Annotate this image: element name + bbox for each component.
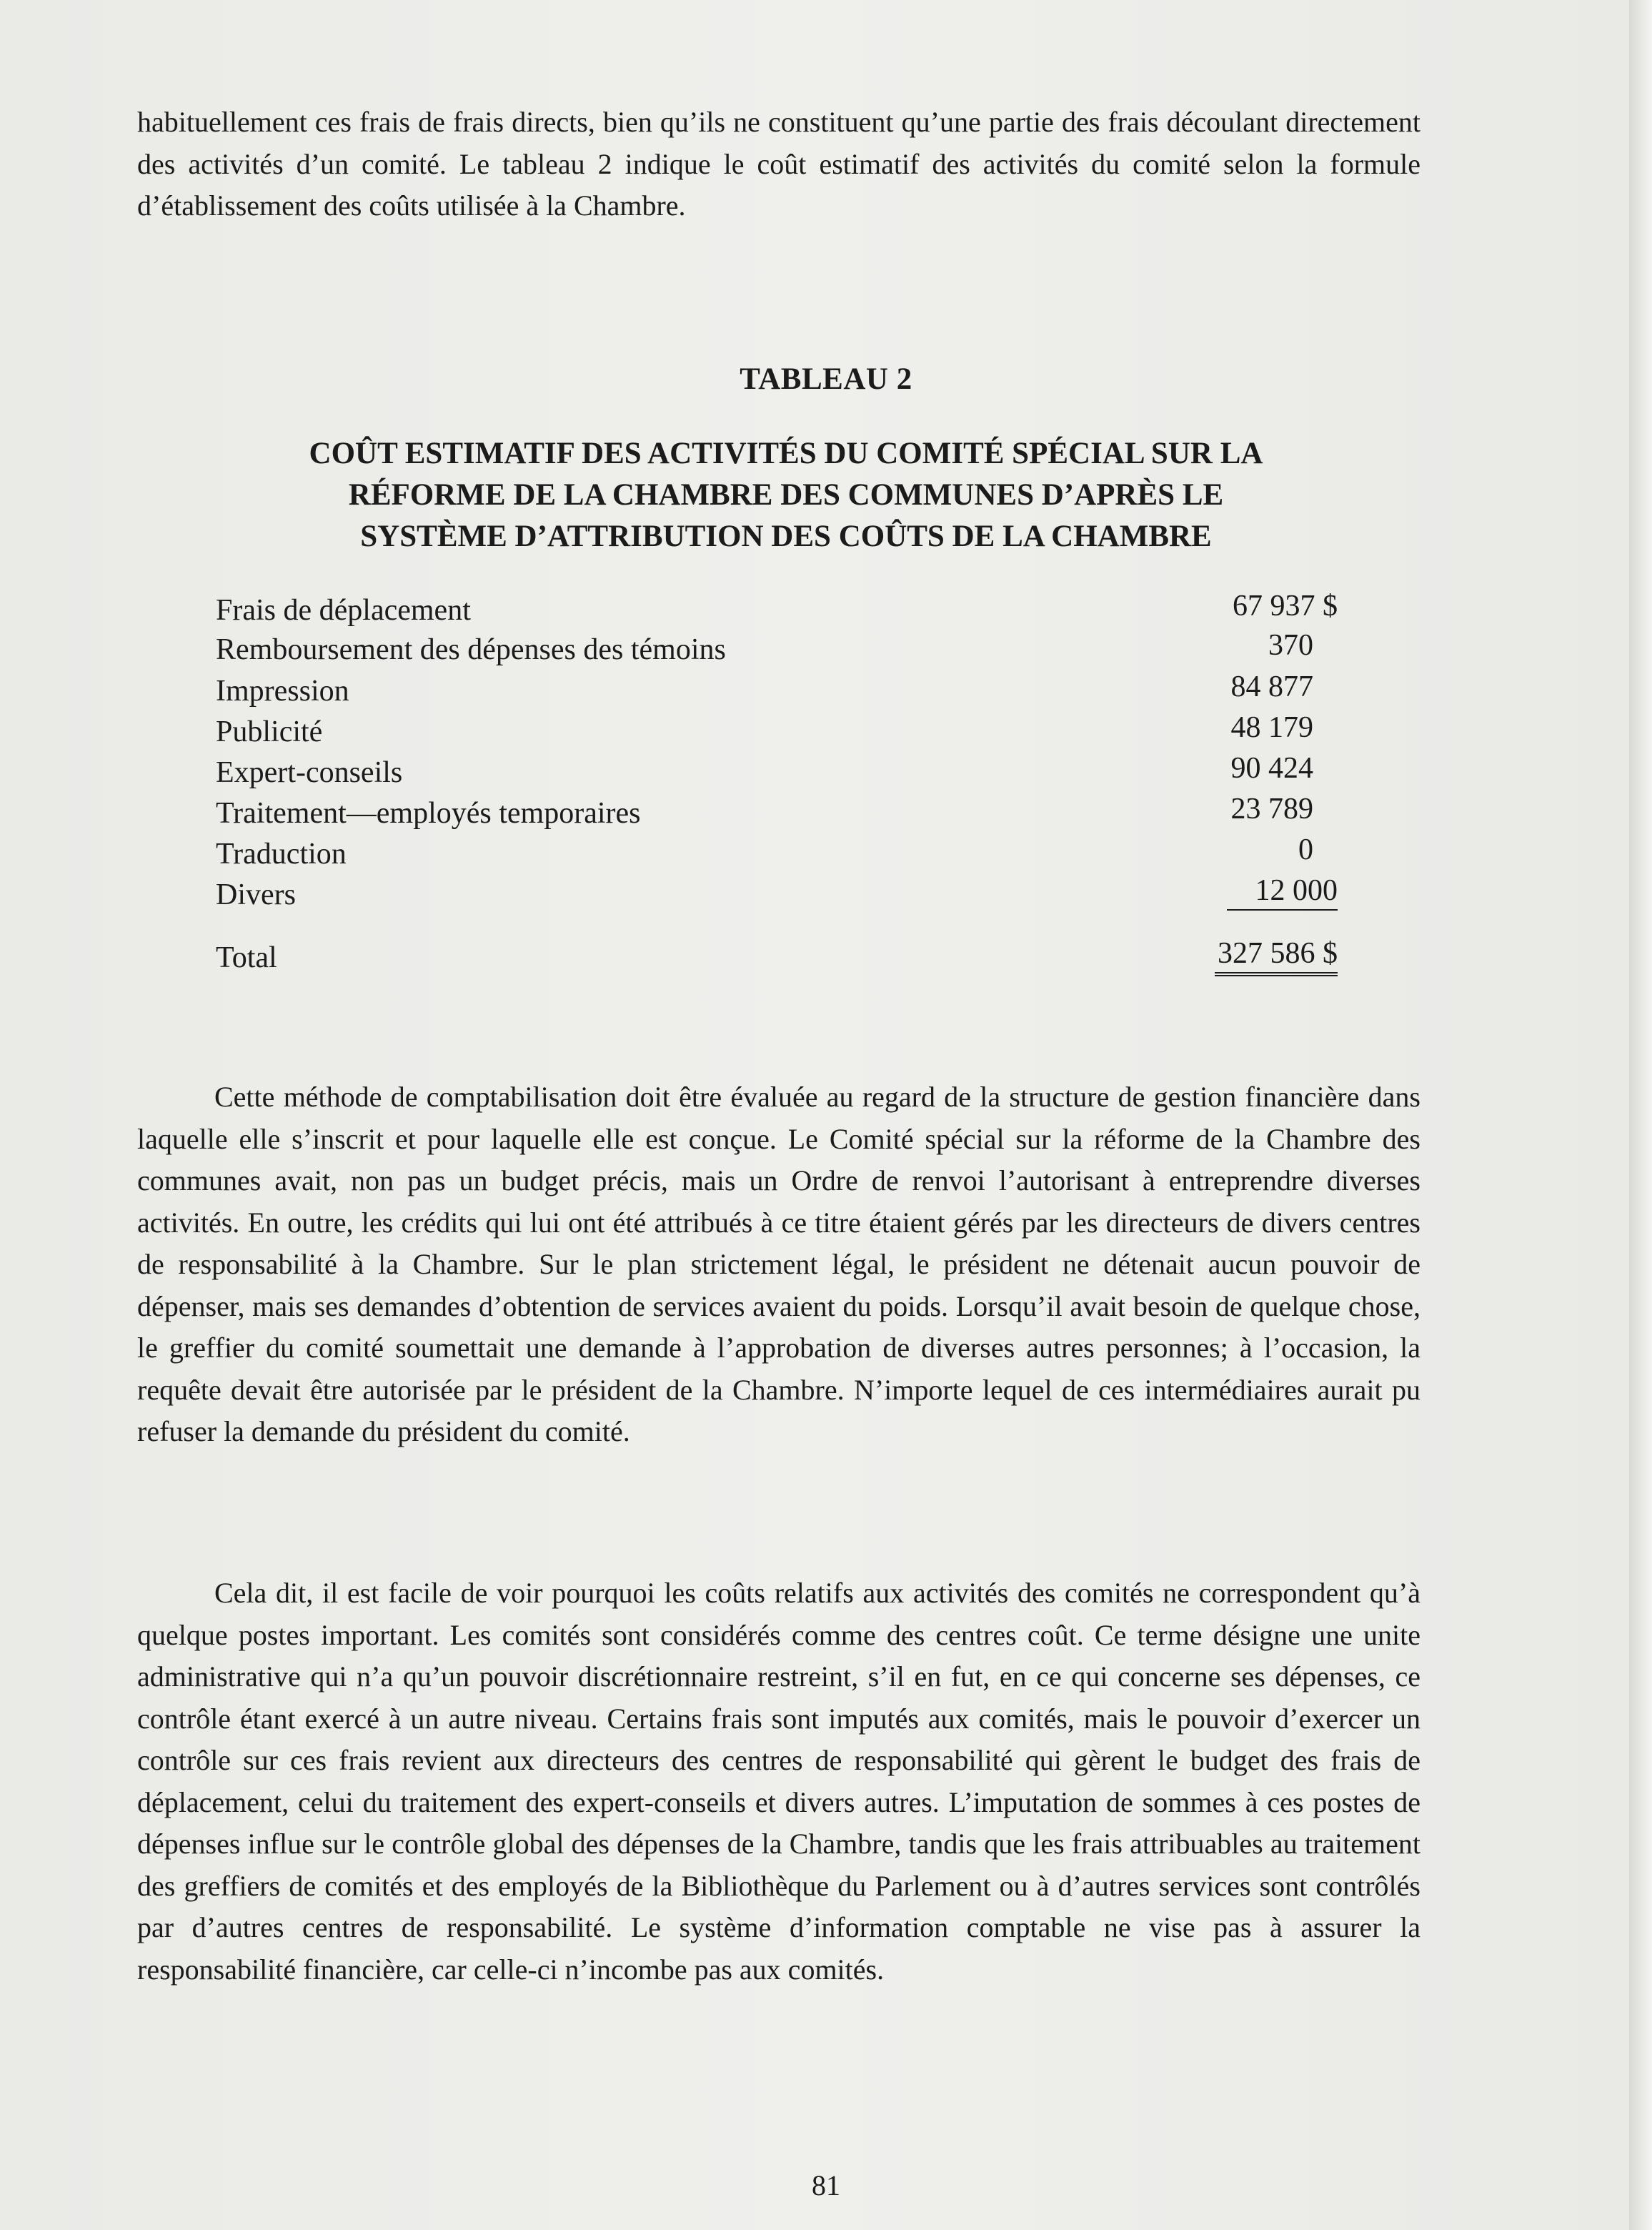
cost-row-amount: 23 789 [1230, 793, 1313, 826]
cost-row-amount: 84 877 [1230, 670, 1313, 703]
total-label: Total [216, 941, 277, 974]
cost-row-printing [216, 668, 1338, 710]
table-label: TABLEAU 2 [740, 362, 912, 396]
cost-row-label: Publicité [216, 715, 323, 748]
cost-row-label: Expert-conseils [216, 756, 403, 789]
table-title [143, 433, 1429, 558]
cost-row-amount: 0 [1298, 833, 1313, 866]
cost-row-amount: 90 424 [1230, 752, 1313, 785]
page-number: 81 [812, 2169, 840, 2201]
table-title-line: COÛT ESTIMATIF DES ACTIVITÉS DU COMITÉ SPÉCIAL SUR LA [309, 437, 1263, 470]
cost-row-temporary-staff [216, 791, 1338, 832]
cost-row-label: Impression [216, 675, 349, 708]
paragraph-costs-text: Cela dit, il est facile de voir pourquoi les coûts relatifs aux activités des comités ne correspondent qu’à quelque postes important. Les comités sont considérés comme des centres coût. Ce terme désigne une unite administrative qui n’a qu’un pouvoir discrétionnaire restreint, s’il en fut, en ce qui concerne ses dépenses, ce contrôle étant exercé à un autre niveau. Certains frais sont imputés aux comités, mais le pouvoir d’exercer un contrôle sur ces frais revient aux directeurs des centres de responsabilité qui gèrent le budget des frais de déplacement, celui du traitement des expert-conseils et divers autres. L’imputation de sommes à ces postes de dépenses influe sur le contrôle global des dépenses de la Chambre, tandis que les frais attribuables au traitement des greffiers de comités et des employés de la Bibliothèque du Parlement ou à d’autres services sont contrôlés par d’autres centres de responsabilité. Le système d’information comptable ne vise pas à assurer la responsabilité financière, car celle-ci n’incombe pas aux comités. [137, 1577, 1420, 1986]
cost-row-witness-expenses [216, 627, 1338, 668]
cost-row-amount: 12 000 [1227, 872, 1338, 911]
cost-row-total [216, 935, 1338, 976]
cost-row-label: Traitement—employés temporaires [216, 797, 641, 830]
cost-row-translation [216, 831, 1338, 873]
cost-row-amount: 370 [1268, 629, 1313, 662]
page-edge [1629, 0, 1652, 2230]
cost-row-consultants [216, 750, 1338, 791]
cost-row-label: Divers [216, 878, 296, 911]
cost-row-advertising [216, 709, 1338, 750]
paragraph-costs [137, 1572, 1420, 1991]
cost-row-label: Frais de déplacement [216, 594, 471, 627]
cost-row-travel [216, 588, 1338, 629]
paragraph-intro: habituellement ces frais de frais directs, bien qu’ils ne constituent qu’une partie des frais découlant directement des activités d’un comité. Le tableau 2 indique le coût estimatif des activités du comité selon la formule d’établissement des coûts utilisée à la Chambre. [137, 106, 1420, 222]
table-title-line: SYSTÈME D’ATTRIBUTION DES COÛTS DE LA CHAMBRE [360, 520, 1212, 553]
paragraph-method [137, 1076, 1420, 1453]
cost-row-amount: 67 937 $ [1233, 590, 1338, 623]
cost-row-miscellaneous [216, 872, 1338, 913]
table-title-line: RÉFORME DE LA CHAMBRE DES COMMUNES D’APRÈS LE [348, 478, 1224, 512]
total-amount: 327 586 $ [1215, 935, 1338, 976]
paragraph-method-text: Cette méthode de comptabilisation doit être évaluée au regard de la structure de gestion financière dans laquelle elle s’inscrit et pour laquelle elle est conçue. Le Comité spécial sur la réforme de la Chambre des communes avait, non pas un budget précis, mais un Ordre de renvoi l’autorisant à entreprendre diverses activités. En outre, les crédits qui lui ont été attribués à ce titre étaient gérés par les directeurs de divers centres de responsabilité à la Chambre. Sur le plan strictement légal, le président ne détenait aucun pouvoir de dépenser, mais ses demandes d’obtention de services avaient du poids. Lorsqu’il avait besoin de quelque chose, le greffier du comité soumettait une demande à l’approbation de diverses autres personnes; à l’occasion, la requête devait être autorisée par le président de la Chambre. N’importe lequel de ces intermédiaires aurait pu refuser la demande du président du comité. [137, 1081, 1420, 1447]
cost-row-amount: 48 179 [1230, 711, 1313, 744]
cost-row-label: Traduction [216, 838, 347, 871]
cost-row-label: Remboursement des dépenses des témoins [216, 633, 726, 666]
